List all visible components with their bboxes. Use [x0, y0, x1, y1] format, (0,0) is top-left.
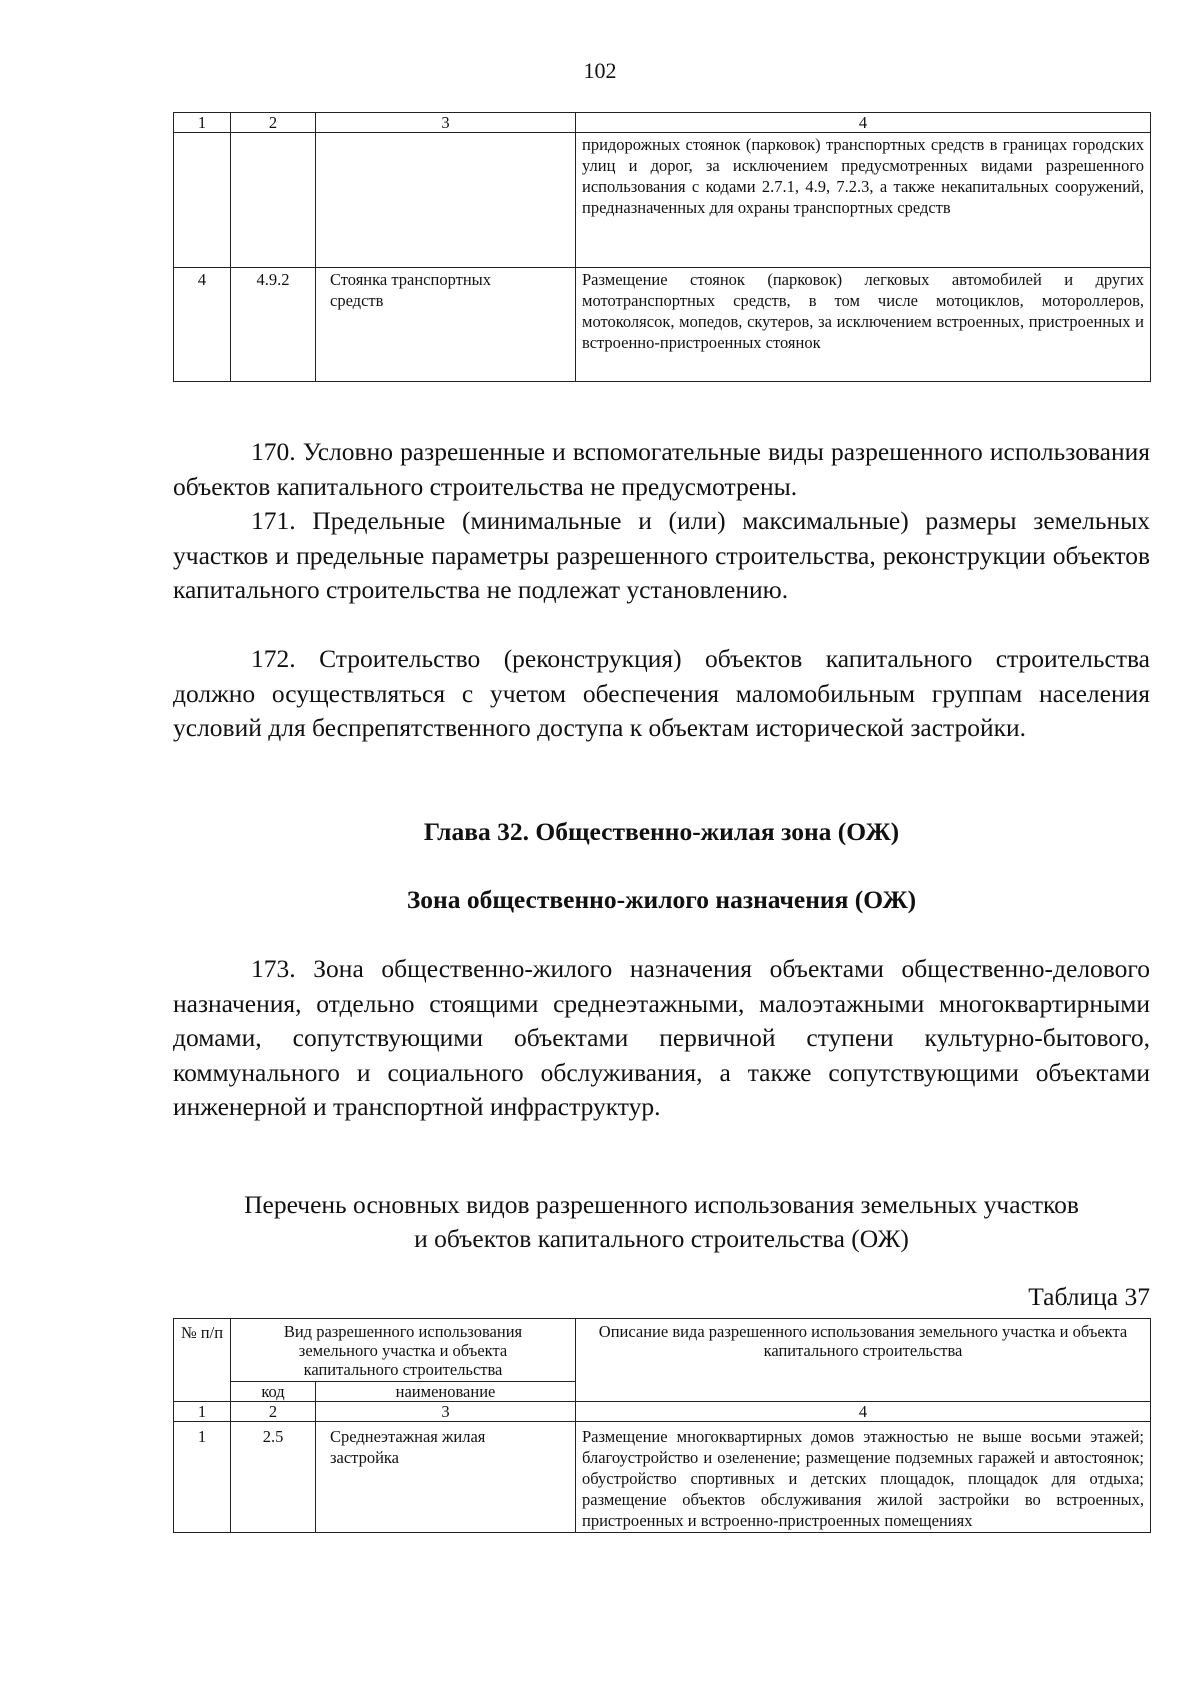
col-index: 2 — [231, 113, 316, 133]
continued-table — [173, 112, 1151, 382]
row-code: 4.9.2 — [231, 268, 316, 382]
list-title — [173, 1188, 1150, 1256]
row-name: Стоянка транспортных средств — [316, 268, 576, 382]
chapter-title: Глава 32. Общественно-жилая зона (ОЖ) — [423, 817, 900, 846]
table-37 — [173, 1318, 1151, 1533]
col-index: 2 — [231, 1402, 316, 1422]
row-name — [316, 133, 576, 268]
header-name: наименование — [316, 1382, 576, 1402]
row-description: Размещение многоквартирных домов этажностью не выше восьми этажей; благоустройство и озеленение; размещение подземных гаражей и автостоянок; обустройство спортивных и детских площадок, площадок для отдыха; размещение объектов обслуживания жилой застройки во встроенных, пристроенных и встроенно-пристроенных помещениях — [576, 1422, 1151, 1533]
table-header-row — [174, 1319, 1151, 1382]
header-code: код — [231, 1382, 316, 1402]
row-code — [231, 133, 316, 268]
row-number: 4 — [174, 268, 231, 382]
table-row — [174, 1422, 1151, 1533]
row-number — [174, 133, 231, 268]
col-index: 3 — [316, 113, 576, 133]
paragraph-173: 173. Зона общественно-жилого назначения объектами общественно-делового назначения, отдельно стоящими среднеэтажными, малоэтажными многоквартирными домами, сопутствующими объектами первичной ступени культурно-бытового, коммунального и социального обслуживания, а также сопутствующими объектами инженерной и транспортной инфраструктур. — [173, 954, 1150, 1121]
row-description: придорожных стоянок (парковок) транспортных средств в границах городских улиц и дорог, за исключением предусмотренных видами разрешенного использования с кодами 2.7.1, 4.9, 7.2.3, а также некапитальных сооружений, предназначенных для охраны транспортных средств — [576, 133, 1151, 268]
col-index: 3 — [316, 1402, 576, 1422]
header-description: Описание вида разрешенного использования земельного участка и объекта капитального строительства — [576, 1319, 1151, 1402]
col-index: 1 — [174, 1402, 231, 1422]
row-name: Среднеэтажная жилая застройка — [316, 1422, 576, 1533]
table-index-row — [174, 113, 1151, 133]
table-label: Таблица 37 — [1028, 1282, 1150, 1311]
row-number: 1 — [174, 1422, 231, 1533]
col-index: 1 — [174, 113, 231, 133]
list-title-line: Перечень основных видов разрешенного использования земельных участков — [244, 1190, 1079, 1219]
row-description: Размещение стоянок (парковок) легковых автомобилей и других мототранспортных средств, в том числе мотоциклов, мотороллеров, мотоколясок, мопедов, скутеров, за исключением встроенных, пристроенных и встроенно-пристроенных стоянок — [576, 268, 1151, 382]
paragraph-171: 171. Предельные (минимальные и (или) максимальные) размеры земельных участков и предельные параметры разрешенного строительства, реконструкции объектов капитального строительства не подлежат установлению. — [173, 506, 1150, 604]
header-kind: Вид разрешенного использования земельного участка и объекта капитального строительства — [231, 1319, 576, 1382]
col-index: 4 — [576, 113, 1151, 133]
paragraph-170: 170. Условно разрешенные и вспомогательные виды разрешенного использования объектов капитального строительства не предусмотрены. — [173, 437, 1150, 501]
row-code: 2.5 — [231, 1422, 316, 1533]
table-row — [174, 268, 1151, 382]
table-row — [174, 133, 1151, 268]
col-index: 4 — [576, 1402, 1151, 1422]
table-index-row — [174, 1402, 1151, 1422]
page-number: 102 — [583, 58, 617, 83]
header-number: № п/п — [174, 1319, 231, 1402]
paragraph-172: 172. Строительство (реконструкция) объектов капитального строительства должно осуществляться с учетом обеспечения маломобильным группам населения условий для беспрепятственного доступа к объектам исторической застройки. — [173, 644, 1150, 742]
zone-title: Зона общественно-жилого назначения (ОЖ) — [406, 885, 917, 914]
list-title-line: и объектов капитального строительства (ОЖ) — [414, 1224, 909, 1253]
